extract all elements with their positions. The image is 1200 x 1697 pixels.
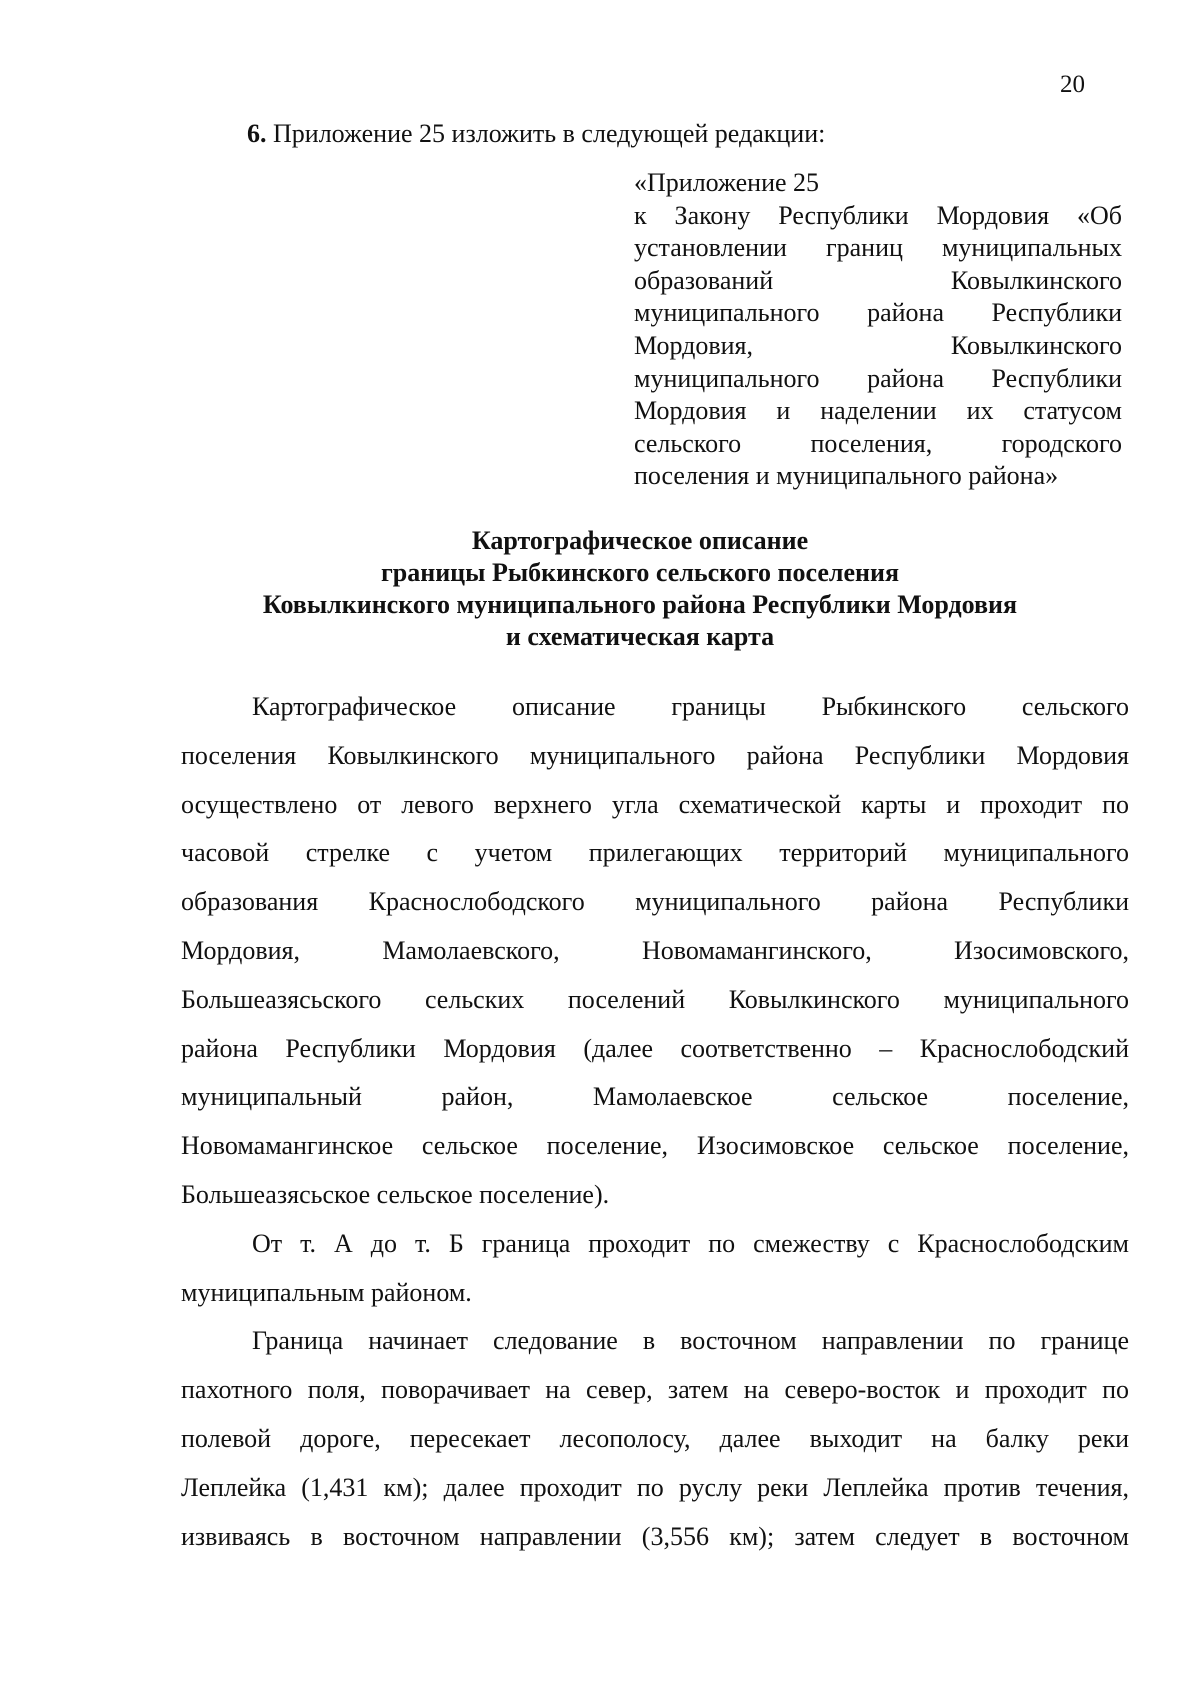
appendix-line: к Закону Республики Мордовия «Об	[634, 200, 1122, 230]
appendix-line: муниципального района Республики	[634, 363, 1122, 393]
body-line: Леплейка (1,431 км); далее проходит по руслу реки Леплейка против течения,	[181, 1472, 1129, 1502]
body-line: От т. А до т. Б граница проходит по смежеству с Краснослободским	[252, 1228, 1129, 1258]
body-line: Новомамангинское сельское поселение, Изосимовское сельское поселение,	[181, 1131, 1129, 1161]
body-line: муниципальным районом.	[181, 1277, 472, 1307]
appendix-line: муниципального района Республики	[634, 298, 1122, 328]
title-line: Ковылкинского муниципального района Республики Мордовия	[262, 590, 1018, 619]
body-line: Мордовия, Мамолаевского, Новомамангинского, Изосимовского,	[181, 935, 1129, 965]
appendix-line: Мордовия, Ковылкинского	[634, 330, 1122, 360]
appendix-line: «Приложение 25	[634, 168, 820, 197]
body-line: полевой дороге, пересекает лесополосу, далее выходит на балку реки	[181, 1423, 1129, 1453]
body-line: образования Краснослободского муниципального района Республики	[181, 887, 1129, 917]
title-line: Картографическое описание	[471, 526, 809, 555]
body-line: пахотного поля, поворачивает на север, затем на северо-восток и проходит по	[181, 1375, 1129, 1405]
amendment-text: Приложение 25 изложить в следующей редакции:	[273, 119, 826, 148]
body-line: Большеазясьского сельских поселений Ковылкинского муниципального	[181, 984, 1129, 1014]
title-line: границы Рыбкинского сельского поселения	[380, 558, 900, 587]
body-line: Большеазясьское сельское поселение).	[181, 1179, 610, 1209]
body-line: извиваясь в восточном направлении (3,556 км); затем следует в восточном	[181, 1521, 1129, 1551]
body-line: Картографическое описание границы Рыбкинского сельского	[252, 692, 1129, 721]
document-title	[180, 525, 1100, 653]
page-number: 20	[1060, 71, 1085, 98]
appendix-line: установлении границ муниципальных	[634, 233, 1122, 263]
body-line: Граница начинает следование в восточном направлении по границе	[252, 1326, 1129, 1356]
body-line: муниципальный район, Мамолаевское сельское поселение,	[181, 1082, 1129, 1112]
amendment-number: 6.	[247, 119, 267, 148]
appendix-header-block	[634, 167, 1122, 493]
body-line: осуществлено от левого верхнего угла схематической карты и проходит по	[181, 789, 1129, 819]
body-line: часовой стрелке с учетом прилегающих территорий муниципального	[181, 838, 1129, 868]
appendix-line: образований Ковылкинского	[634, 265, 1122, 295]
appendix-line: Мордовия и наделении их статусом	[634, 396, 1122, 426]
body-line: поселения Ковылкинского муниципального района Республики Мордовия	[181, 740, 1129, 770]
appendix-line: поселения и муниципального района»	[634, 461, 1059, 491]
appendix-line: сельского поселения, городского	[634, 428, 1122, 458]
body-text	[181, 683, 1129, 1561]
title-line: и схематическая карта	[505, 622, 775, 651]
amendment-intro	[247, 117, 825, 151]
body-line: района Республики Мордовия (далее соответственно – Краснослободский	[181, 1033, 1129, 1063]
